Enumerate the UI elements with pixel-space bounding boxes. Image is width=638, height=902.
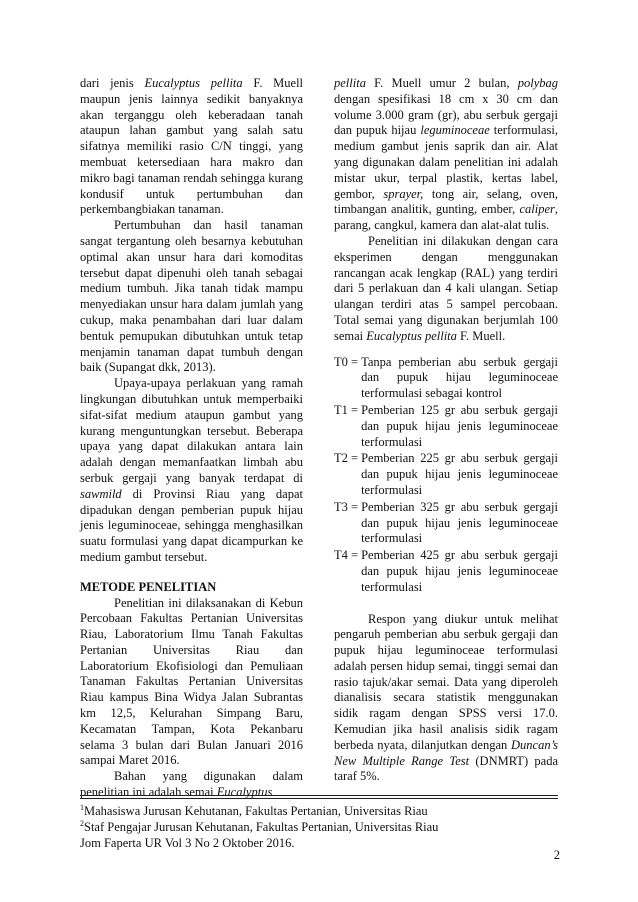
treatment-description: Pemberian 125 gr abu serbuk gergaji dan pupuk hijau jenis leguminoceae terformulasi bbox=[361, 402, 558, 449]
treatment-code: T1 = bbox=[334, 402, 359, 417]
efforts-paragraph: Upaya-upaya perlakuan yang ramah lingkungan dibutuhkan untuk memperbaiki sifat-sifat medium ataupun gambut yang kurang menguntungkan tersebut. Beberapa upaya yang dapat dilakukan antara lain adalah dengan memanfaatkan limbah abu serbuk gergaji yang banyak terdapat di sawmild di Provinsi Riau yang dapat dipadukan dengan pemberian pupuk hijau jenis leguminoceae, sehingga menghasilkan suatu formulasi yang dapat dicampurkan ke medium gambut tersebut. bbox=[80, 376, 303, 564]
italic-term: Eucalyptus bbox=[216, 785, 273, 800]
italic-term: caliper bbox=[519, 202, 555, 217]
design-paragraph: Penelitian ini dilakukan dengan cara eksperimen dengan menggunakan rancangan acak lengkap (RAL) yang terdiri dari 5 perlakuan dan 4 kali ulangan. Setiap ulangan terdiri atas 5 sampel percobaan. Total semai yang digunakan berjumlah 100 semai Eucalyptus pellita F. Muell. bbox=[334, 233, 558, 343]
italic-term: pellita bbox=[334, 76, 366, 90]
treatment-item bbox=[334, 548, 558, 595]
treatment-code: T0 = bbox=[334, 354, 359, 369]
treatment-description: Pemberian 325 gr abu serbuk gergaji dan pupuk hijau jenis leguminoceae terformulasi bbox=[361, 499, 558, 546]
treatment-description: Pemberian 425 gr abu serbuk gergaji dan pupuk hijau jenis leguminoceae terformulasi bbox=[361, 548, 558, 594]
footnote-mark: 1 bbox=[80, 803, 84, 812]
italic-term: polybag bbox=[517, 76, 558, 90]
page-number: 2 bbox=[553, 848, 560, 862]
treatment-code: T2 = bbox=[334, 451, 359, 466]
italic-term: sprayer, bbox=[383, 186, 424, 201]
intro-paragraph: dari jenis Eucalyptus pellita F. Muell maupun jenis lainnya sedikit banyaknya akan terganggu oleh keberadaan tanah ataupun lahan gambut yang salah satu sifatnya memiliki rasio C/N tinggi, yang membuat ketersediaan hara makro dan mikro bagi tanaman rendah sehingga kurang kondusif untuk pertumbuhan dan perkembangbiakan tanaman. bbox=[80, 76, 304, 217]
treatment-item bbox=[334, 451, 558, 498]
treatment-code: T4 = bbox=[334, 548, 359, 563]
italic-term: Duncan’s New Multiple Range Test bbox=[334, 737, 558, 768]
treatment-item bbox=[334, 403, 558, 450]
italic-term: Eucalyptus pellita bbox=[366, 328, 457, 343]
treatment-description: Pemberian 225 gr abu serbuk gergaji dan pupuk hijau jenis leguminoceae terformulasi bbox=[361, 451, 558, 497]
footnotes bbox=[80, 803, 560, 851]
treatment-list bbox=[334, 355, 558, 596]
italic-term: sawmild bbox=[80, 486, 122, 501]
footnote-1 bbox=[80, 803, 560, 819]
treatment-item bbox=[334, 500, 558, 547]
left-column bbox=[80, 76, 303, 801]
journal-citation: Jom Faperta UR Vol 3 No 2 Oktober 2016. bbox=[80, 836, 295, 850]
treatment-description: Tanpa pemberian abu serbuk gergaji dan pupuk hijau leguminoceae terformulasi sebagai kontrol bbox=[361, 354, 558, 401]
growth-paragraph: Pertumbuhan dan hasil tanaman sangat tergantung oleh besarnya kebutuhan optimal akan unsur hara dari komoditas tersebut dapat dipenuhi oleh tanah sebagai medium tumbuh. Jika tanah tidak mampu menyediakan unsur hara dalam jumlah yang cukup, maka penambahan dari luar dalam bentuk pemupukan dibutuhkan untuk tetap menjamin tanaman dapat tumbuh dengan baik (Supangat dkk, 2013). bbox=[80, 218, 303, 375]
materials-continued-paragraph: pellita F. Muell umur 2 bulan, polybag dengan spesifikasi 18 cm x 30 cm dan volume 3.000 gram (gr), abu serbuk gergaji dan pupuk hijau leguminoceae terformulasi, medium gambut jenis saprik dan air. Alat yang digunakan dalam penelitian ini adalah mistar ukur, terpal plastik, kertas label, gembor, sprayer, tong air, selang, oven, timbangan analitik, gunting, ember, caliper, parang, cangkul, kamera dan alat-alat tulis. bbox=[334, 76, 558, 233]
treatment-code: T3 = bbox=[334, 499, 359, 514]
section-heading-methods: METODE PENELITIAN bbox=[80, 579, 217, 594]
italic-term: leguminoceae bbox=[420, 123, 490, 138]
footnote-mark: 2 bbox=[80, 819, 84, 828]
location-paragraph: Penelitian ini dilaksanakan di Kebun Percobaan Fakultas Pertanian Universitas Riau, Laboratorium Ilmu Tanah Fakultas Pertanian Universitas Riau dan Laboratorium Ekofisiologi dan Pemuliaan Tanaman Fakultas Pertanian Universitas Riau kampus Bina Widya Jalan Subrantas km 12,5, Kelurahan Simpang Baru, Kecamatan Tampan, Kota Pekanbaru selama 3 bulan dari Bulan Januari 2016 sampai Maret 2016. bbox=[80, 595, 303, 768]
italic-term: Eucalyptus pellita bbox=[144, 76, 243, 90]
footnote-divider bbox=[80, 795, 558, 799]
response-paragraph: Respon yang diukur untuk melihat pengaruh pemberian abu serbuk gergaji dan pupuk hijau leguminoceae terformulasi adalah persen hidup semai, tinggi semai dan rasio tajuk/akar semai. Data yang diperoleh dianalisis secara statistik menggunakan sidik ragam dengan SPSS versi 17.0. Kemudian jika hasil analisis sidik ragam berbeda nyata, dilanjutkan dengan Duncan’s New Multiple Range Test (DNMRT) pada taraf 5%. bbox=[334, 611, 558, 784]
footnote-2 bbox=[80, 819, 560, 835]
footnote-text: Staf Pengajar Jurusan Kehutanan, Fakultas Pertanian, Universitas Riau bbox=[84, 820, 439, 834]
treatment-item bbox=[334, 355, 558, 402]
materials-paragraph: Bahan yang digunakan dalam penelitian ini adalah semai Eucalyptus bbox=[80, 769, 303, 800]
footnote-text: Mahasiswa Jurusan Kehutanan, Fakultas Pertanian, Universitas Riau bbox=[84, 804, 428, 818]
right-column bbox=[334, 76, 558, 785]
